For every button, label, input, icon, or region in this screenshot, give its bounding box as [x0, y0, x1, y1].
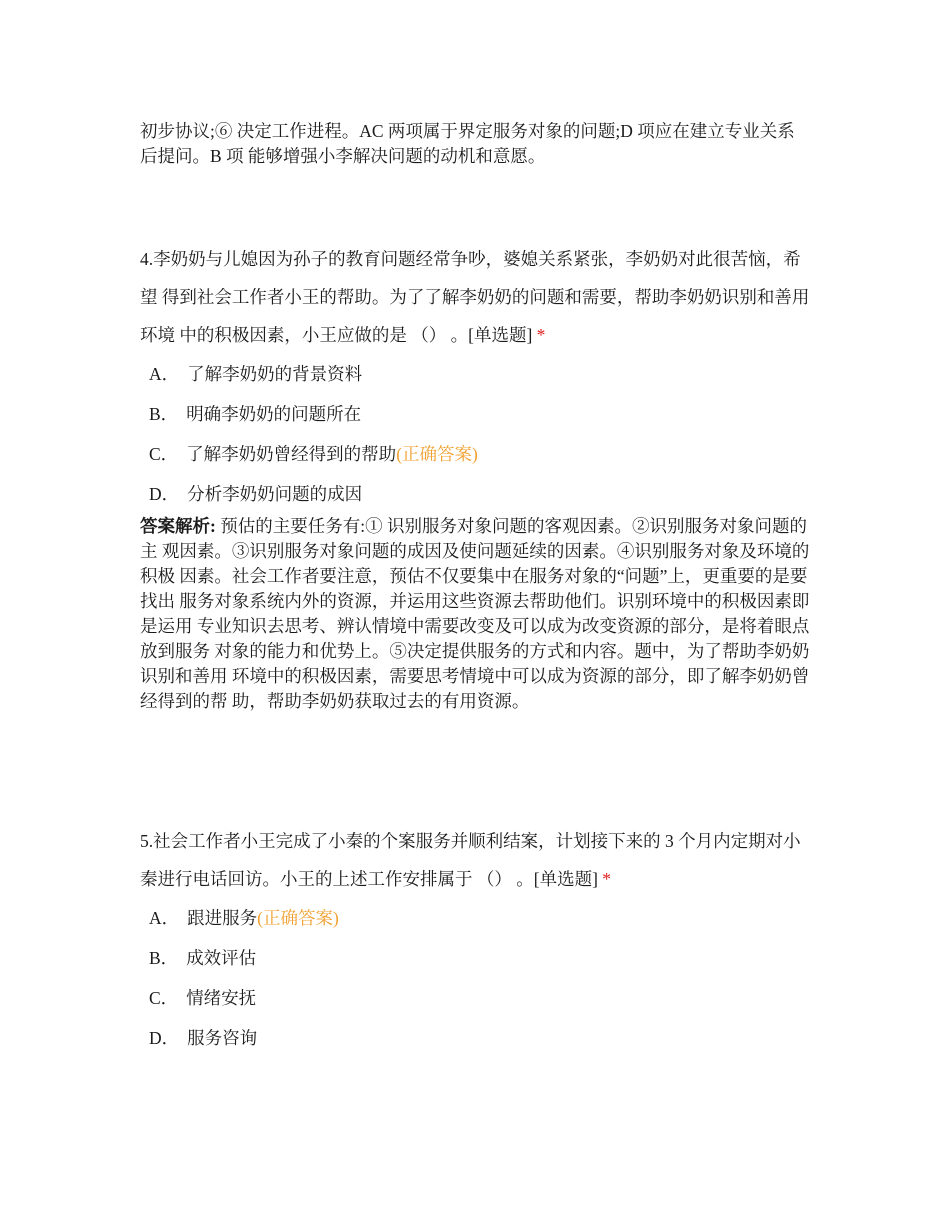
option-letter: B． [149, 404, 179, 424]
question-4 [140, 240, 810, 714]
correct-answer-tag: (正确答案) [257, 908, 339, 928]
question-4-options [140, 354, 810, 514]
question-4-text [140, 240, 810, 354]
correct-answer-tag: (正确答案) [396, 444, 478, 464]
option-text: 分析李奶奶问题的成因 [187, 484, 363, 504]
option-text: 服务咨询 [187, 1028, 258, 1048]
question-4-option-c[interactable] [140, 434, 810, 474]
question-5 [140, 822, 810, 1058]
question-4-stem: 4.李奶奶与儿媳因为孙子的教育问题经常争吵，婆媳关系紧张，李奶奶对此很苦恼，希望 得到社会工作者小王的帮助。为了了解李奶奶的问题和需要，帮助李奶奶识别和善用环境 中的积极因素，小王应做的是 （） 。[单选题] [140, 249, 810, 345]
question-4-option-a[interactable] [140, 354, 810, 394]
option-letter: D． [149, 484, 180, 504]
required-mark: * [602, 869, 612, 889]
question-4-explanation [140, 514, 810, 714]
option-letter: A． [149, 364, 180, 384]
option-text: 情绪安抚 [186, 988, 257, 1008]
continuation-text: 初步协议;⑥ 决定工作进程。AC 两项属于界定服务对象的问题;D 项应在建立专业关系后提问。B 项 能够增强小李解决问题的动机和意愿。 [140, 121, 795, 166]
question-5-option-c[interactable] [140, 978, 810, 1018]
option-letter: C． [149, 444, 179, 464]
option-letter: B． [149, 948, 179, 968]
option-text: 跟进服务 [187, 908, 258, 928]
question-5-option-d[interactable] [140, 1018, 810, 1058]
option-text: 了解李奶奶曾经得到的帮助 [186, 444, 397, 464]
option-letter: A． [149, 908, 180, 928]
question-5-stem: 5.社会工作者小王完成了小秦的个案服务并顺利结案，计划接下来的 3 个月内定期对小秦进行电话回访。小王的上述工作安排属于 （） 。[单选题] [140, 831, 801, 889]
question-5-options [140, 898, 810, 1058]
previous-explanation-continuation [140, 119, 810, 169]
question-5-option-a[interactable] [140, 898, 810, 938]
option-text: 明确李奶奶的问题所在 [186, 404, 362, 424]
explanation-label: 答案解析: [140, 516, 216, 536]
question-4-option-d[interactable] [140, 474, 810, 514]
required-mark: * [536, 325, 546, 345]
question-5-option-b[interactable] [140, 938, 810, 978]
question-5-text [140, 822, 810, 898]
option-text: 了解李奶奶的背景资料 [187, 364, 363, 384]
option-letter: D． [149, 1028, 180, 1048]
option-text: 成效评估 [186, 948, 257, 968]
option-letter: C． [149, 988, 179, 1008]
explanation-text: 预估的主要任务有:① 识别服务对象问题的客观因素。②识别服务对象问题的主 观因素。③识别服务对象问题的成因及使问题延续的因素。④识别服务对象及环境的积极 因素。社会工作者要注意，预估不仅要集中在服务对象的“问题”上，更重要的是要找出 服务对象系统内外的资源，并运用这些资源去帮助他们。识别环境中的积极因素即是运用 专业知识去思考、辨认情境中需要改变及可以成为改变资源的部分，是将着眼点放到服务 对象的能力和优势上。⑤决定提供服务的方式和内容。题中，为了帮助李奶奶识别和善用 环境中的积极因素，需要思考情境中可以成为资源的部分，即了解李奶奶曾经得到的帮 助，帮助李奶奶获取过去的有用资源。 [140, 516, 810, 711]
question-4-option-b[interactable] [140, 394, 810, 434]
